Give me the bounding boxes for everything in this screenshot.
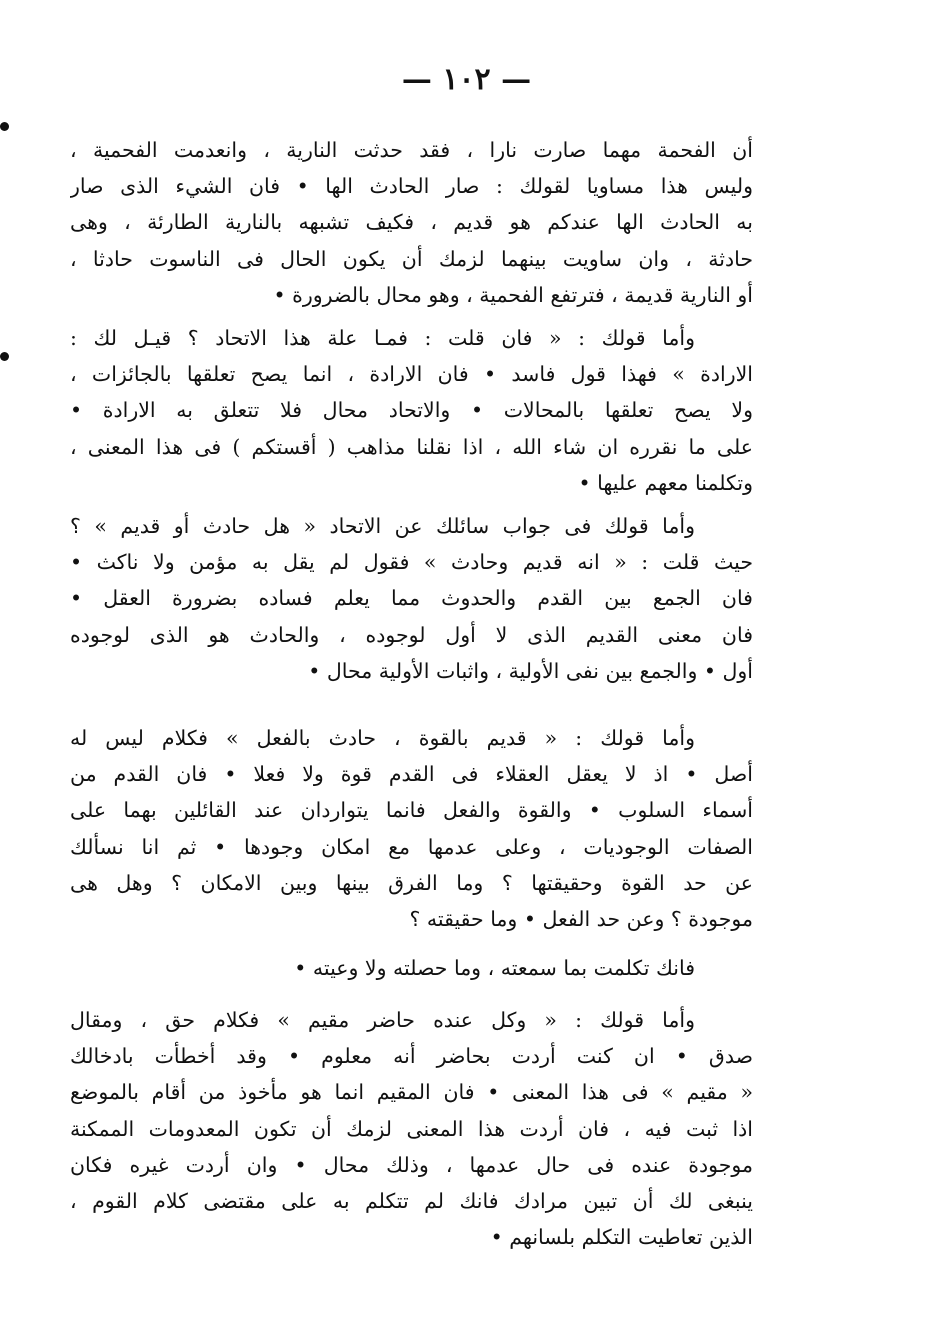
paragraph-1: [70, 132, 753, 313]
text-line: حادثة ، وان ساويت بينهما لزمك أن يكون الحال فى الناسوت حادثا ،: [70, 246, 753, 271]
text-line: على ما نقرره ان شاء الله ، اذا نقلنا مذاهب ( أقستكم ) فى هذا المعنى ،: [70, 434, 753, 459]
text-line: اذا ثبت فيه ، فان أردت هذا المعنى لزمك أن تكون المعدومات الممكنة: [70, 1116, 753, 1141]
paragraph-4: [70, 720, 753, 937]
text-line: أو النارية قديمة ، فترتفع الفحمية ، وهو محال بالضرورة •: [273, 282, 753, 307]
text-line: فان معنى القديم الذى لا أول لوجوده ، والحادث هو الذى لوجوده: [70, 622, 753, 647]
text-line: وأما قولك فى جواب سائلك عن الاتحاد « هل حادث أو قديم » ؟: [70, 514, 695, 538]
text-line: موجودة ؟ وعن حد الفعل • وما حقيقته ؟: [409, 906, 753, 931]
text-line: صدق • ان كنت أردت بحاضر أنه معلوم • وقد أخطأت بادخالك: [70, 1044, 753, 1069]
paragraph-2: [70, 320, 753, 501]
text-line: وليس هذا مساويا لقولك : صار الحادث الها • فان الشيء الذى صار: [70, 174, 753, 199]
text-line: ينبغى لك أن تبين مرادك فانك لم تتكلم به على مقتضى كلام القوم ،: [70, 1188, 753, 1213]
paragraph-5: [70, 950, 753, 986]
text-line: وتكلمنا معهم عليها •: [578, 470, 753, 495]
text-line: به الحادث الها عندكم هو قديم ، فكيف تشبهه بالنارية الطارئة ، وهى: [70, 210, 753, 235]
text-line: الارادة » فهذا قول فاسد • فان الارادة ، انما يصح تعلقها بالجائزات ،: [70, 362, 753, 387]
text-line: ولا يصح تعلقها بالمحالات • والاتحاد محال فلا تتعلق به الارادة •: [70, 398, 753, 423]
text-line: أن الفحمة مهما صارت نارا ، فقد حدثت النارية ، وانعدمت الفحمية ،: [70, 138, 753, 162]
text-line: عن حد القوة وحقيقتها ؟ وما الفرق بينها وبين الامكان ؟ وهل هى: [70, 870, 753, 895]
text-line: أسماء السلوب • والقوة والفعل فانما يتواردان عند القائلين بهما على: [70, 798, 753, 823]
text-line: الصفات الوجوديات ، وعلى عدمها مع امكان وجودها • ثم انا نسألك: [70, 834, 753, 859]
text-line: الذين تعاطيت التكلم بلسانهم •: [490, 1225, 753, 1250]
text-line: وأما قولك : « قديم بالقوة ، حادث بالفعل » فكلام ليس له: [70, 726, 695, 750]
text-line: فانك تكلمت بما سمعته ، وما حصلته ولا وعيته •: [294, 956, 695, 980]
text-line: موجودة عنده فى حال عدمها ، وذلك محال • وان أردت غيره فكان: [70, 1152, 753, 1177]
page-number: — ١٠٢ —: [401, 62, 532, 97]
text-line: وأما قولك : « فان قلت : فمـا علة هذا الاتحاد ؟ قيـل لك :: [70, 326, 695, 350]
paragraph-6: [70, 1002, 753, 1255]
margin-mark: [0, 122, 9, 131]
margin-mark: [0, 352, 9, 361]
text-line: وأما قولك : « وكل عنده حاضر مقيم » فكلام حق ، ومقال: [70, 1008, 695, 1032]
text-line: حيث قلت : « انه قديم وحادث » فقول لم يقل به مؤمن ولا ناكث •: [70, 550, 753, 575]
text-line: أصل • اذ لا يعقل العقلاء فى القدم قوة ولا فعلا • فان القدم من: [70, 762, 753, 787]
text-line: أول • والجمع بين نفى الأولية ، واثبات الأولية محال •: [308, 658, 753, 683]
text-line: « مقيم » فى هذا المعنى • فان المقيم انما هو مأخوذ من أقام بالموضع: [70, 1080, 753, 1105]
text-line: فان الجمع بين القدم والحدوث مما يعلم فساده بضرورة العقل •: [70, 586, 753, 611]
paragraph-3: [70, 508, 753, 689]
